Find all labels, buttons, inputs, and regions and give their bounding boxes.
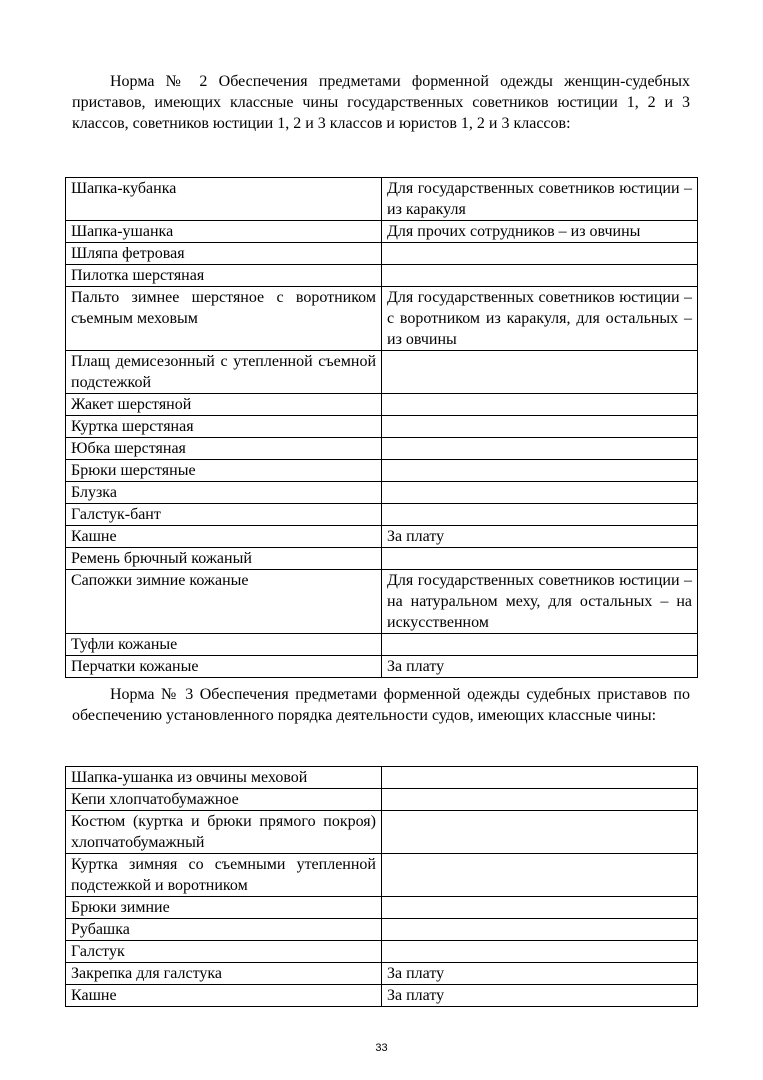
item-cell: Плащ демисезонный с утепленной съемной подстежкой <box>66 351 382 394</box>
norm-2-table <box>65 177 698 678</box>
item-cell: Куртка зимняя со съемными утепленной подстежкой и воротником <box>66 854 382 897</box>
table-row <box>66 548 698 570</box>
table-row <box>66 570 698 634</box>
item-cell: Брюки зимние <box>66 897 382 919</box>
table-row <box>66 811 698 854</box>
item-cell: Костюм (куртка и брюки прямого покроя) хлопчатобумажный <box>66 811 382 854</box>
table-row <box>66 985 698 1007</box>
table-row <box>66 438 698 460</box>
note-cell: Для государственных советников юстиции – на натуральном меху, для остальных – на искусственном <box>382 570 698 634</box>
note-cell: За плату <box>382 526 698 548</box>
item-cell: Шапка-кубанка <box>66 178 382 221</box>
note-cell: Для государственных советников юстиции – из каракуля <box>382 178 698 221</box>
item-cell: Шапка-ушанка <box>66 221 382 243</box>
table-row <box>66 789 698 811</box>
table-row <box>66 416 698 438</box>
note-cell <box>382 482 698 504</box>
note-cell <box>382 504 698 526</box>
table-row <box>66 460 698 482</box>
item-cell: Брюки шерстяные <box>66 460 382 482</box>
item-cell: Шапка-ушанка из овчины меховой <box>66 767 382 789</box>
note-cell <box>382 767 698 789</box>
table-row <box>66 963 698 985</box>
note-cell: Для прочих сотрудников – из овчины <box>382 221 698 243</box>
table-row <box>66 482 698 504</box>
item-cell: Ремень брючный кожаный <box>66 548 382 570</box>
table-row <box>66 265 698 287</box>
item-cell: Закрепка для галстука <box>66 963 382 985</box>
note-cell <box>382 548 698 570</box>
table-row <box>66 526 698 548</box>
note-cell: За плату <box>382 963 698 985</box>
norm-2-heading: Норма № 2 Обеспечения предметами форменной одежды женщин-судебных приставов, имеющих классные чины государственных советников юстиции 1, 2 и 3 классов, советников юстиции 1, 2 и 3 классов и юристов 1, 2 и 3 классов: <box>72 73 690 132</box>
table-row <box>66 394 698 416</box>
item-cell: Галстук-бант <box>66 504 382 526</box>
note-cell <box>382 394 698 416</box>
table-row <box>66 767 698 789</box>
note-cell <box>382 789 698 811</box>
note-cell <box>382 919 698 941</box>
note-cell <box>382 351 698 394</box>
item-cell: Перчатки кожаные <box>66 656 382 678</box>
note-cell: За плату <box>382 985 698 1007</box>
norm-3-heading: Норма № 3 Обеспечения предметами форменной одежды судебных приставов по обеспечению установленного порядка деятельности судов, имеющих классные чины: <box>72 686 690 724</box>
item-cell: Кепи хлопчатобумажное <box>66 789 382 811</box>
table-row <box>66 941 698 963</box>
item-cell: Сапожки зимние кожаные <box>66 570 382 634</box>
item-cell: Куртка шерстяная <box>66 416 382 438</box>
norm-3-table <box>65 766 698 1007</box>
note-cell: За плату <box>382 656 698 678</box>
item-cell: Юбка шерстяная <box>66 438 382 460</box>
table-row <box>66 897 698 919</box>
table-row <box>66 854 698 897</box>
table-row <box>66 351 698 394</box>
table-row <box>66 243 698 265</box>
note-cell <box>382 460 698 482</box>
note-cell <box>382 897 698 919</box>
item-cell: Кашне <box>66 526 382 548</box>
table-row <box>66 504 698 526</box>
table-row <box>66 634 698 656</box>
table-row <box>66 656 698 678</box>
item-cell: Шляпа фетровая <box>66 243 382 265</box>
item-cell: Туфли кожаные <box>66 634 382 656</box>
note-cell <box>382 854 698 897</box>
note-cell <box>382 438 698 460</box>
note-cell <box>382 265 698 287</box>
item-cell: Галстук <box>66 941 382 963</box>
item-cell: Пилотка шерстяная <box>66 265 382 287</box>
item-cell: Кашне <box>66 985 382 1007</box>
table-row <box>66 919 698 941</box>
item-cell: Блузка <box>66 482 382 504</box>
note-cell <box>382 811 698 854</box>
table-row <box>66 287 698 351</box>
note-cell <box>382 634 698 656</box>
page-number: 33 <box>375 1042 388 1054</box>
item-cell: Рубашка <box>66 919 382 941</box>
note-cell <box>382 941 698 963</box>
note-cell <box>382 243 698 265</box>
table-row <box>66 221 698 243</box>
table-row <box>66 178 698 221</box>
note-cell <box>382 416 698 438</box>
item-cell: Пальто зимнее шерстяное с воротником съемным меховым <box>66 287 382 351</box>
item-cell: Жакет шерстяной <box>66 394 382 416</box>
note-cell: Для государственных советников юстиции – с воротником из каракуля, для остальных – из овчины <box>382 287 698 351</box>
